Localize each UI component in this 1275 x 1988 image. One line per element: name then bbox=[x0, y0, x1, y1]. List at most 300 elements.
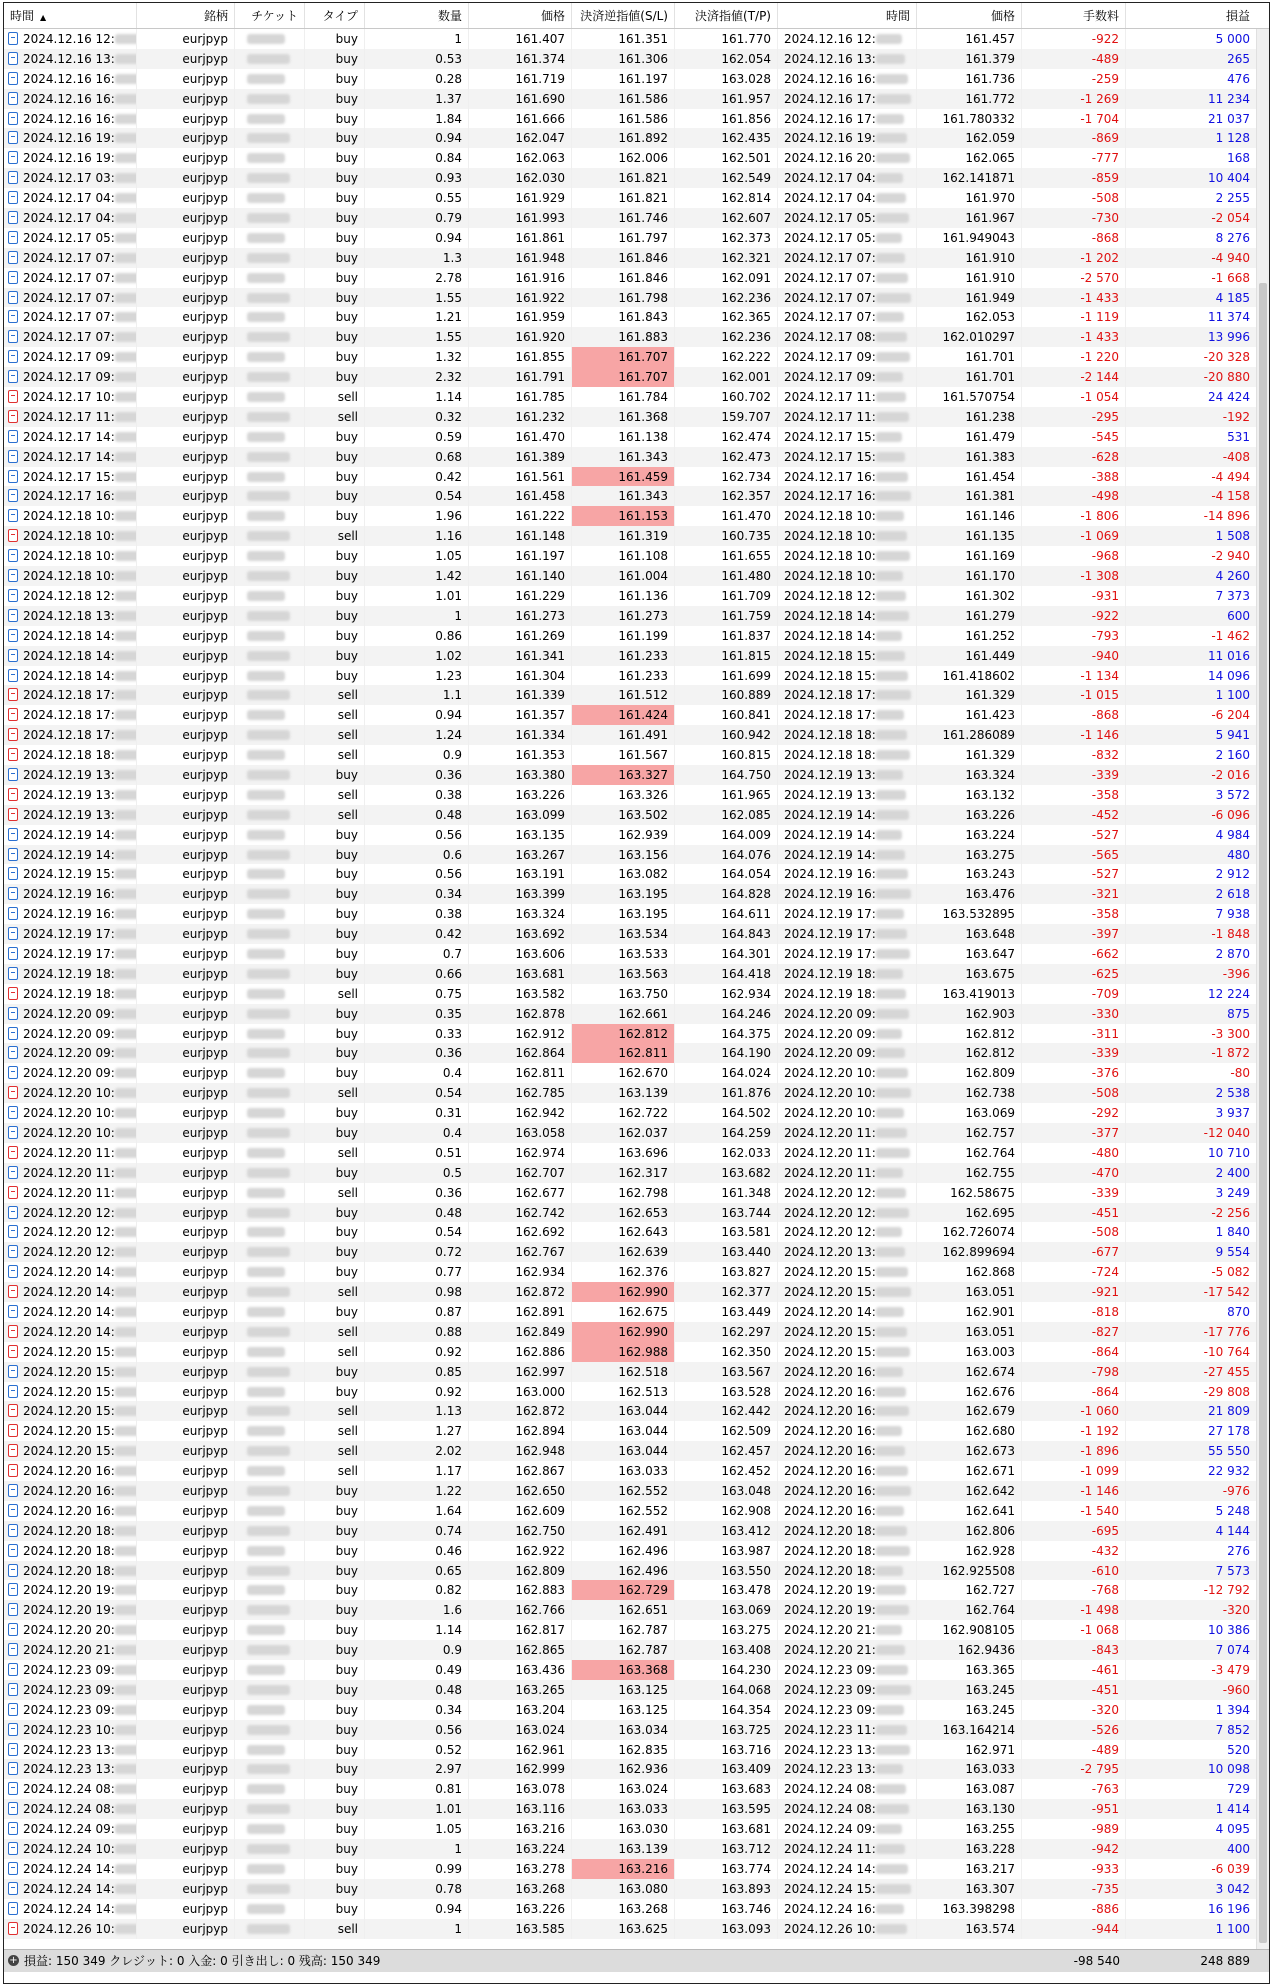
open-time-text: 2024.12.18 14: bbox=[23, 668, 115, 683]
table-row[interactable] bbox=[4, 1879, 1256, 1899]
type-cell: sell bbox=[305, 1282, 365, 1302]
commission-cell: -1 202 bbox=[1022, 248, 1126, 268]
stop-loss-cell: 162.811 bbox=[572, 1043, 675, 1063]
table-row[interactable] bbox=[4, 1919, 1256, 1939]
symbol-cell: eurjpyp bbox=[137, 1680, 235, 1700]
symbol-cell: eurjpyp bbox=[137, 1839, 235, 1859]
open-price-cell: 162.883 bbox=[469, 1580, 572, 1600]
symbol-cell: eurjpyp bbox=[137, 805, 235, 825]
table-row[interactable] bbox=[4, 89, 1256, 109]
open-time-text: 2024.12.19 14: bbox=[23, 827, 115, 842]
table-row[interactable] bbox=[4, 1401, 1256, 1421]
table-row[interactable] bbox=[4, 1302, 1256, 1322]
table-row[interactable] bbox=[4, 1382, 1256, 1402]
close-price-cell: 163.245 bbox=[917, 1680, 1022, 1700]
close-time-cell bbox=[778, 268, 917, 288]
header-profit[interactable]: 損益 bbox=[1225, 9, 1250, 23]
commission-cell: -358 bbox=[1022, 785, 1126, 805]
table-row[interactable] bbox=[4, 387, 1256, 407]
take-profit-cell: 163.412 bbox=[675, 1521, 778, 1541]
table-row[interactable] bbox=[4, 1899, 1256, 1919]
table-row[interactable] bbox=[4, 128, 1256, 148]
table-row[interactable] bbox=[4, 268, 1256, 288]
type-cell: buy bbox=[305, 1779, 365, 1799]
profit-cell: 9 554 bbox=[1215, 1245, 1250, 1260]
table-row[interactable] bbox=[4, 1720, 1256, 1740]
header-volume[interactable]: 数量 bbox=[365, 3, 469, 28]
table-row[interactable] bbox=[4, 327, 1256, 347]
profit-cell: 24 424 bbox=[1208, 390, 1250, 405]
symbol-cell: eurjpyp bbox=[137, 1640, 235, 1660]
table-row[interactable] bbox=[4, 288, 1256, 308]
order-icon bbox=[8, 1862, 18, 1875]
redacted-ticket-blur bbox=[247, 1168, 290, 1178]
table-row[interactable] bbox=[4, 1541, 1256, 1561]
table-row[interactable] bbox=[4, 546, 1256, 566]
header-commission[interactable]: 手数料 bbox=[1022, 3, 1126, 28]
take-profit-cell: 163.440 bbox=[675, 1242, 778, 1262]
header-close-price[interactable]: 価格 bbox=[917, 3, 1022, 28]
open-time-cell bbox=[4, 1779, 137, 1799]
table-row[interactable] bbox=[4, 49, 1256, 69]
table-row[interactable] bbox=[4, 1421, 1256, 1441]
stop-loss-cell: 161.233 bbox=[572, 666, 675, 686]
redacted-time-blur bbox=[876, 312, 904, 322]
open-time-cell bbox=[4, 546, 137, 566]
volume-cell: 0.5 bbox=[365, 1163, 469, 1183]
close-price-cell: 163.647 bbox=[917, 944, 1022, 964]
table-row[interactable] bbox=[4, 1123, 1256, 1143]
table-row[interactable] bbox=[4, 1163, 1256, 1183]
table-row[interactable] bbox=[4, 1839, 1256, 1859]
profit-cell: 2 400 bbox=[1215, 1165, 1250, 1180]
header-type[interactable]: タイプ bbox=[305, 3, 365, 28]
table-row[interactable] bbox=[4, 1819, 1256, 1839]
open-time-cell bbox=[4, 1839, 137, 1859]
table-row[interactable] bbox=[4, 1362, 1256, 1382]
close-time-cell bbox=[778, 1779, 917, 1799]
open-time-cell bbox=[4, 526, 137, 546]
table-row[interactable] bbox=[4, 1640, 1256, 1660]
table-row[interactable] bbox=[4, 904, 1256, 924]
close-price-cell: 162.141871 bbox=[917, 168, 1022, 188]
table-row[interactable] bbox=[4, 1501, 1256, 1521]
take-profit-cell: 162.365 bbox=[675, 307, 778, 327]
table-row[interactable] bbox=[4, 1600, 1256, 1620]
table-row[interactable] bbox=[4, 1561, 1256, 1581]
stop-loss-cell: 161.138 bbox=[572, 427, 675, 447]
commission-cell: -1 119 bbox=[1022, 307, 1126, 327]
trade-rows bbox=[4, 29, 1256, 1939]
redacted-time-blur bbox=[876, 1844, 905, 1854]
close-price-cell: 163.033 bbox=[917, 1759, 1022, 1779]
close-price-cell: 161.780332 bbox=[917, 109, 1022, 129]
redacted-time-blur bbox=[876, 790, 906, 800]
redacted-ticket-blur bbox=[247, 1526, 290, 1536]
volume-cell: 1.21 bbox=[365, 307, 469, 327]
table-row[interactable] bbox=[4, 606, 1256, 626]
redacted-time-blur bbox=[876, 969, 903, 979]
stop-loss-cell: 162.552 bbox=[572, 1501, 675, 1521]
table-row[interactable] bbox=[4, 69, 1256, 89]
header-open-time[interactable] bbox=[4, 3, 137, 28]
table-row[interactable] bbox=[4, 586, 1256, 606]
table-row[interactable] bbox=[4, 1024, 1256, 1044]
volume-cell: 1 bbox=[365, 606, 469, 626]
volume-cell: 0.85 bbox=[365, 1362, 469, 1382]
ticket-cell bbox=[235, 1063, 305, 1083]
open-price-cell: 162.974 bbox=[469, 1143, 572, 1163]
redacted-time-blur bbox=[115, 1605, 137, 1615]
redacted-time-blur bbox=[876, 1088, 911, 1098]
redacted-time-blur bbox=[115, 1446, 137, 1456]
order-icon bbox=[8, 688, 18, 701]
table-row[interactable] bbox=[4, 526, 1256, 546]
table-row[interactable] bbox=[4, 944, 1256, 964]
redacted-time-blur bbox=[115, 1844, 137, 1854]
take-profit-cell: 164.054 bbox=[675, 864, 778, 884]
table-row[interactable] bbox=[4, 208, 1256, 228]
ticket-cell bbox=[235, 1580, 305, 1600]
volume-cell: 1.24 bbox=[365, 725, 469, 745]
open-time-text: 2024.12.20 16: bbox=[23, 1503, 115, 1518]
volume-cell: 1.42 bbox=[365, 566, 469, 586]
close-price-cell: 163.130 bbox=[917, 1799, 1022, 1819]
close-time-text: 2024.12.20 11: bbox=[784, 1145, 876, 1160]
table-row[interactable] bbox=[4, 964, 1256, 984]
header-close-time[interactable]: 時間 bbox=[778, 3, 917, 28]
stop-loss-cell: 162.317 bbox=[572, 1163, 675, 1183]
redacted-time-blur bbox=[115, 949, 137, 959]
volume-cell: 0.66 bbox=[365, 964, 469, 984]
close-time-cell bbox=[778, 984, 917, 1004]
table-row[interactable] bbox=[4, 367, 1256, 387]
open-time-text: 2024.12.16 19: bbox=[23, 151, 115, 166]
table-row[interactable] bbox=[4, 1620, 1256, 1640]
table-row[interactable] bbox=[4, 467, 1256, 487]
table-row[interactable] bbox=[4, 566, 1256, 586]
order-icon bbox=[8, 1723, 18, 1736]
table-row[interactable] bbox=[4, 407, 1256, 427]
header-take-profit[interactable]: 決済指値(T/P) bbox=[675, 3, 778, 28]
table-row[interactable] bbox=[4, 1242, 1256, 1262]
table-row[interactable] bbox=[4, 845, 1256, 865]
table-row[interactable] bbox=[4, 984, 1256, 1004]
open-time-text: 2024.12.17 07: bbox=[23, 310, 115, 325]
table-row[interactable] bbox=[4, 1700, 1256, 1720]
table-row[interactable] bbox=[4, 685, 1256, 705]
table-row[interactable] bbox=[4, 1779, 1256, 1799]
symbol-cell: eurjpyp bbox=[137, 546, 235, 566]
table-row[interactable] bbox=[4, 705, 1256, 725]
take-profit-cell: 163.744 bbox=[675, 1203, 778, 1223]
type-cell: buy bbox=[305, 1521, 365, 1541]
table-row[interactable] bbox=[4, 248, 1256, 268]
redacted-ticket-blur bbox=[247, 1486, 290, 1496]
open-time-text: 2024.12.20 15: bbox=[23, 1424, 115, 1439]
vertical-scrollbar[interactable] bbox=[1256, 29, 1270, 1949]
scrollbar-thumb[interactable] bbox=[1259, 283, 1267, 1943]
table-row[interactable] bbox=[4, 745, 1256, 765]
table-row[interactable] bbox=[4, 1799, 1256, 1819]
table-row[interactable] bbox=[4, 646, 1256, 666]
close-time-text: 2024.12.20 11: bbox=[784, 1125, 876, 1140]
open-price-cell: 163.216 bbox=[469, 1819, 572, 1839]
table-row[interactable] bbox=[4, 884, 1256, 904]
type-cell: buy bbox=[305, 208, 365, 228]
table-row[interactable] bbox=[4, 1342, 1256, 1362]
redacted-time-blur bbox=[115, 472, 137, 482]
commission-cell: -2 144 bbox=[1022, 367, 1126, 387]
table-row[interactable] bbox=[4, 864, 1256, 884]
order-icon bbox=[8, 1285, 18, 1298]
order-icon bbox=[8, 728, 18, 741]
close-price-cell: 162.059 bbox=[917, 128, 1022, 148]
table-row[interactable] bbox=[4, 307, 1256, 327]
table-row[interactable] bbox=[4, 1103, 1256, 1123]
table-row[interactable] bbox=[4, 1262, 1256, 1282]
order-icon bbox=[8, 330, 18, 343]
table-row[interactable] bbox=[4, 725, 1256, 745]
open-price-cell: 163.058 bbox=[469, 1123, 572, 1143]
table-row[interactable] bbox=[4, 1183, 1256, 1203]
ticket-cell bbox=[235, 1660, 305, 1680]
table-row[interactable] bbox=[4, 1680, 1256, 1700]
profit-cell: -6 039 bbox=[1211, 1861, 1250, 1876]
redacted-time-blur bbox=[115, 929, 137, 939]
open-time-cell bbox=[4, 1043, 137, 1063]
commission-cell: -2 570 bbox=[1022, 268, 1126, 288]
commission-cell: -859 bbox=[1022, 168, 1126, 188]
open-price-cell: 161.341 bbox=[469, 646, 572, 666]
table-row[interactable] bbox=[4, 1740, 1256, 1760]
profit-cell: 3 572 bbox=[1215, 787, 1250, 802]
profit-cell: -1 848 bbox=[1211, 927, 1250, 942]
table-row[interactable] bbox=[4, 486, 1256, 506]
take-profit-cell: 164.068 bbox=[675, 1680, 778, 1700]
symbol-cell: eurjpyp bbox=[137, 1859, 235, 1879]
take-profit-cell: 162.908 bbox=[675, 1501, 778, 1521]
open-price-cell: 161.269 bbox=[469, 626, 572, 646]
symbol-cell: eurjpyp bbox=[137, 486, 235, 506]
profit-cell: -17 776 bbox=[1203, 1324, 1250, 1339]
close-time-text: 2024.12.20 21: bbox=[784, 1643, 876, 1658]
redacted-ticket-blur bbox=[247, 352, 285, 362]
table-row[interactable] bbox=[4, 506, 1256, 526]
table-row[interactable] bbox=[4, 168, 1256, 188]
open-time-cell bbox=[4, 1461, 137, 1481]
commission-cell: -388 bbox=[1022, 467, 1126, 487]
table-row[interactable] bbox=[4, 785, 1256, 805]
close-price-cell: 162.642 bbox=[917, 1481, 1022, 1501]
table-row[interactable] bbox=[4, 1580, 1256, 1600]
redacted-time-blur bbox=[115, 74, 137, 84]
open-time-cell bbox=[4, 1799, 137, 1819]
volume-cell: 0.48 bbox=[365, 805, 469, 825]
ticket-cell bbox=[235, 1103, 305, 1123]
table-row[interactable] bbox=[4, 924, 1256, 944]
table-row[interactable] bbox=[4, 1461, 1256, 1481]
table-row[interactable] bbox=[4, 1660, 1256, 1680]
table-row[interactable] bbox=[4, 109, 1256, 129]
close-time-cell bbox=[778, 964, 917, 984]
commission-cell: -339 bbox=[1022, 1183, 1126, 1203]
order-icon bbox=[8, 1802, 18, 1815]
redacted-ticket-blur bbox=[247, 1585, 285, 1595]
table-row[interactable] bbox=[4, 347, 1256, 367]
table-row[interactable] bbox=[4, 1282, 1256, 1302]
stop-loss-cell: 162.643 bbox=[572, 1222, 675, 1242]
table-row[interactable] bbox=[4, 1063, 1256, 1083]
order-icon bbox=[8, 350, 18, 363]
order-icon bbox=[8, 1007, 18, 1020]
stop-loss-cell: 161.821 bbox=[572, 168, 675, 188]
commission-cell: -451 bbox=[1022, 1680, 1126, 1700]
table-row[interactable] bbox=[4, 228, 1256, 248]
table-row[interactable] bbox=[4, 1004, 1256, 1024]
summary-plus-icon[interactable]: + bbox=[9, 1955, 18, 1966]
type-cell: buy bbox=[305, 327, 365, 347]
open-time-text: 2024.12.23 13: bbox=[23, 1762, 115, 1777]
profit-cell: 8 276 bbox=[1215, 230, 1250, 245]
open-price-cell: 161.922 bbox=[469, 288, 572, 308]
close-time-text: 2024.12.23 13: bbox=[784, 1742, 876, 1757]
close-time-cell bbox=[778, 845, 917, 865]
redacted-time-blur bbox=[876, 571, 903, 581]
stop-loss-cell: 162.812 bbox=[572, 1024, 675, 1044]
open-time-cell bbox=[4, 825, 137, 845]
close-price-cell: 162.726074 bbox=[917, 1222, 1022, 1242]
open-price-cell: 162.650 bbox=[469, 1481, 572, 1501]
redacted-time-blur bbox=[876, 1884, 911, 1894]
redacted-time-blur bbox=[115, 1029, 137, 1039]
redacted-time-blur bbox=[115, 213, 137, 223]
volume-cell: 0.6 bbox=[365, 845, 469, 865]
commission-cell: -886 bbox=[1022, 1899, 1126, 1919]
table-row[interactable] bbox=[4, 1322, 1256, 1342]
table-row[interactable] bbox=[4, 825, 1256, 845]
open-price-cell: 162.886 bbox=[469, 1342, 572, 1362]
close-time-text: 2024.12.19 16: bbox=[784, 887, 876, 902]
commission-cell: -1 099 bbox=[1022, 1461, 1126, 1481]
close-price-cell: 162.971 bbox=[917, 1740, 1022, 1760]
table-row[interactable] bbox=[4, 188, 1256, 208]
type-cell: buy bbox=[305, 288, 365, 308]
table-row[interactable] bbox=[4, 1203, 1256, 1223]
close-time-cell bbox=[778, 109, 917, 129]
commission-cell: -1 540 bbox=[1022, 1501, 1126, 1521]
order-icon bbox=[8, 112, 18, 125]
table-row[interactable] bbox=[4, 626, 1256, 646]
redacted-time-blur bbox=[876, 531, 907, 541]
volume-cell: 0.93 bbox=[365, 168, 469, 188]
table-row[interactable] bbox=[4, 1441, 1256, 1461]
open-time-cell bbox=[4, 1859, 137, 1879]
commission-cell: -1 433 bbox=[1022, 327, 1126, 347]
table-row[interactable] bbox=[4, 447, 1256, 467]
ticket-cell bbox=[235, 1163, 305, 1183]
table-row[interactable] bbox=[4, 805, 1256, 825]
close-price-cell: 161.701 bbox=[917, 367, 1022, 387]
volume-cell: 0.36 bbox=[365, 1043, 469, 1063]
open-price-cell: 161.374 bbox=[469, 49, 572, 69]
ticket-cell bbox=[235, 268, 305, 288]
volume-cell: 1.01 bbox=[365, 586, 469, 606]
table-row[interactable] bbox=[4, 666, 1256, 686]
table-row[interactable] bbox=[4, 148, 1256, 168]
table-row[interactable] bbox=[4, 29, 1256, 49]
take-profit-cell: 163.550 bbox=[675, 1561, 778, 1581]
order-icon bbox=[8, 549, 18, 562]
volume-cell: 1.3 bbox=[365, 248, 469, 268]
symbol-cell: eurjpyp bbox=[137, 1282, 235, 1302]
symbol-cell: eurjpyp bbox=[137, 407, 235, 427]
table-row[interactable] bbox=[4, 1759, 1256, 1779]
ticket-cell bbox=[235, 407, 305, 427]
open-time-text: 2024.12.18 12: bbox=[23, 588, 115, 603]
volume-cell: 1.84 bbox=[365, 109, 469, 129]
redacted-ticket-blur bbox=[247, 1764, 290, 1774]
summary-fee-total: -98 540 bbox=[1073, 1954, 1120, 1968]
table-row[interactable] bbox=[4, 1481, 1256, 1501]
symbol-cell: eurjpyp bbox=[137, 1759, 235, 1779]
close-time-cell bbox=[778, 546, 917, 566]
close-time-cell bbox=[778, 1461, 917, 1481]
close-time-text: 2024.12.18 17: bbox=[784, 708, 876, 723]
table-row[interactable] bbox=[4, 1859, 1256, 1879]
table-row[interactable] bbox=[4, 1083, 1256, 1103]
redacted-time-blur bbox=[876, 1208, 909, 1218]
commission-cell: -777 bbox=[1022, 148, 1126, 168]
close-time-text: 2024.12.18 14: bbox=[784, 628, 876, 643]
header-symbol[interactable]: 銘柄 bbox=[137, 3, 235, 28]
take-profit-cell: 163.581 bbox=[675, 1222, 778, 1242]
profit-cell: 2 160 bbox=[1215, 748, 1250, 763]
symbol-cell: eurjpyp bbox=[137, 268, 235, 288]
commission-cell: -451 bbox=[1022, 1203, 1126, 1223]
table-row[interactable] bbox=[4, 1222, 1256, 1242]
volume-cell: 0.74 bbox=[365, 1521, 469, 1541]
header-stop-loss[interactable]: 決済逆指値(S/L) bbox=[572, 3, 675, 28]
header-open-price[interactable]: 価格 bbox=[469, 3, 572, 28]
open-time-text: 2024.12.24 14: bbox=[23, 1881, 115, 1896]
stop-loss-cell: 161.306 bbox=[572, 49, 675, 69]
volume-cell: 0.51 bbox=[365, 1143, 469, 1163]
stop-loss-cell: 161.746 bbox=[572, 208, 675, 228]
take-profit-cell: 161.876 bbox=[675, 1083, 778, 1103]
commission-cell: -921 bbox=[1022, 1282, 1126, 1302]
redacted-time-blur bbox=[115, 332, 137, 342]
table-row[interactable] bbox=[4, 1143, 1256, 1163]
close-time-cell bbox=[778, 825, 917, 845]
open-time-text: 2024.12.16 16: bbox=[23, 91, 115, 106]
close-time-cell bbox=[778, 1043, 917, 1063]
open-time-text: 2024.12.26 10: bbox=[23, 1921, 115, 1936]
open-time-cell bbox=[4, 1879, 137, 1899]
table-row[interactable] bbox=[4, 427, 1256, 447]
open-time-cell bbox=[4, 1024, 137, 1044]
ticket-cell bbox=[235, 128, 305, 148]
take-profit-cell: 162.442 bbox=[675, 1401, 778, 1421]
type-cell: buy bbox=[305, 1720, 365, 1740]
stop-loss-cell: 161.424 bbox=[572, 705, 675, 725]
table-row[interactable] bbox=[4, 765, 1256, 785]
table-row[interactable] bbox=[4, 1521, 1256, 1541]
close-price-cell: 162.641 bbox=[917, 1501, 1022, 1521]
table-row[interactable] bbox=[4, 1043, 1256, 1063]
header-ticket[interactable]: チケット bbox=[235, 3, 305, 28]
stop-loss-cell: 161.233 bbox=[572, 646, 675, 666]
